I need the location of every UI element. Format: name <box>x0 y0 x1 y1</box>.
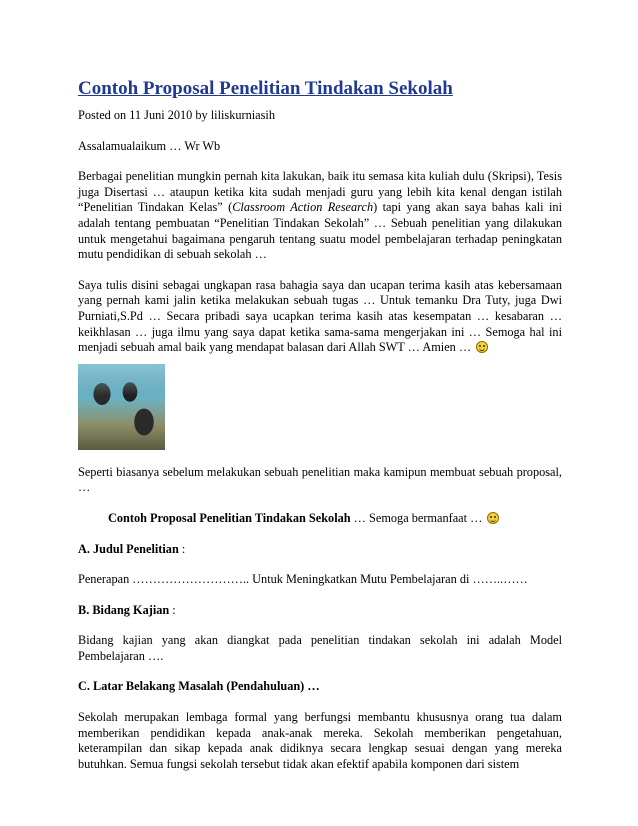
smiley-icon <box>476 341 488 353</box>
paragraph-intro-emphasis: Classroom Action Research <box>232 200 374 215</box>
paragraph-intro-a: Berbagai penelitian mungkin pernah kita lakukan, baik itu semasa kita kuliah dulu (Skripsi), Tesis juga Disertasi … ataupun ketika kita sudah menjadi guru yang lebih kita kenal dengan istilah “Penelitian Tindakan Kelas” ( <box>78 169 562 215</box>
section-c-heading: C. Latar Belakang Masalah (Pendahuluan) … <box>78 679 320 694</box>
greeting: Assalamualaikum … Wr Wb <box>78 138 221 153</box>
paragraph-intro <box>78 169 562 263</box>
smiley-icon <box>487 512 499 524</box>
section-a-heading <box>78 542 562 558</box>
section-a-suffix: : <box>178 541 186 556</box>
section-c-body: Sekolah merupakan lembaga formal yang berfungsi membantu khususnya orang tua dalam memberikan pendidikan kepada anak-anak mereka. Sekolah memberikan pengetahuan, keterampilan dan sikap kepada anak didiknya secara lengkap sesuai dengan yang mereka butuhkan. Semua fungsi sekolah tersebut tidak akan efektif apabila komponen dari sistem <box>78 710 562 771</box>
paragraph-intro-b: ) tapi yang akan saya bahas kali ini adalah tentang pembuatan “Penelitian Tindakan Sekolah” … Sebuah penelitian yang dilakukan untuk mengetahui bagaimana pengaruh tentang suatu model pembelajaran terhadap peningkatan mutu pendidikan di sebuah sekolah … <box>78 200 562 262</box>
intro-line <box>78 511 562 527</box>
photo-highlight <box>78 364 165 396</box>
post-title[interactable]: Contoh Proposal Penelitian Tindakan Sekolah <box>78 78 453 99</box>
section-b-title: B. Bidang Kajian <box>78 602 170 617</box>
paragraph-proposal: Seperti biasanya sebelum melakukan sebuah penelitian maka kamipun membuat sebuah proposal, … <box>78 464 562 495</box>
intro-line-bold: Contoh Proposal Penelitian Tindakan Sekolah <box>108 510 351 525</box>
paragraph-thanks <box>78 278 562 356</box>
section-b-heading <box>78 603 562 619</box>
section-b-suffix: : <box>169 602 176 617</box>
group-photo <box>78 364 165 450</box>
post-meta: Posted on 11 Juni 2010 by liliskurniasih <box>78 108 275 122</box>
section-a-body: Penerapan ……………………….. Untuk Meningkatkan Mutu Pembelajaran di ……..…… <box>78 572 528 587</box>
paragraph-thanks-text: Saya tulis disini sebagai ungkapan rasa bahagia saya dan ucapan terima kasih atas kebersamaan yang pernah kami jalin ketika melakukan sebuah tugas … Untuk temanku Dra Tuty, juga Dwi Purniati,S.Pd … Secara pribadi saya ucapkan terima kasih atas kesempatan … kesabaran … keikhlasan … juga ilmu yang saya dapat ketika sama-sama mengerjakan ini … Semoga hal ini menjadi sebuah amal baik yang mendapat balasan dari Allah SWT … Amien … <box>78 277 562 355</box>
section-a-title: A. Judul Penelitian <box>78 541 179 556</box>
document-page <box>78 78 562 772</box>
section-b-body: Bidang kajian yang akan diangkat pada penelitian tindakan sekolah ini adalah Model Pembelajaran …. <box>78 633 562 663</box>
intro-line-rest: … Semoga bermanfaat … <box>350 510 483 525</box>
